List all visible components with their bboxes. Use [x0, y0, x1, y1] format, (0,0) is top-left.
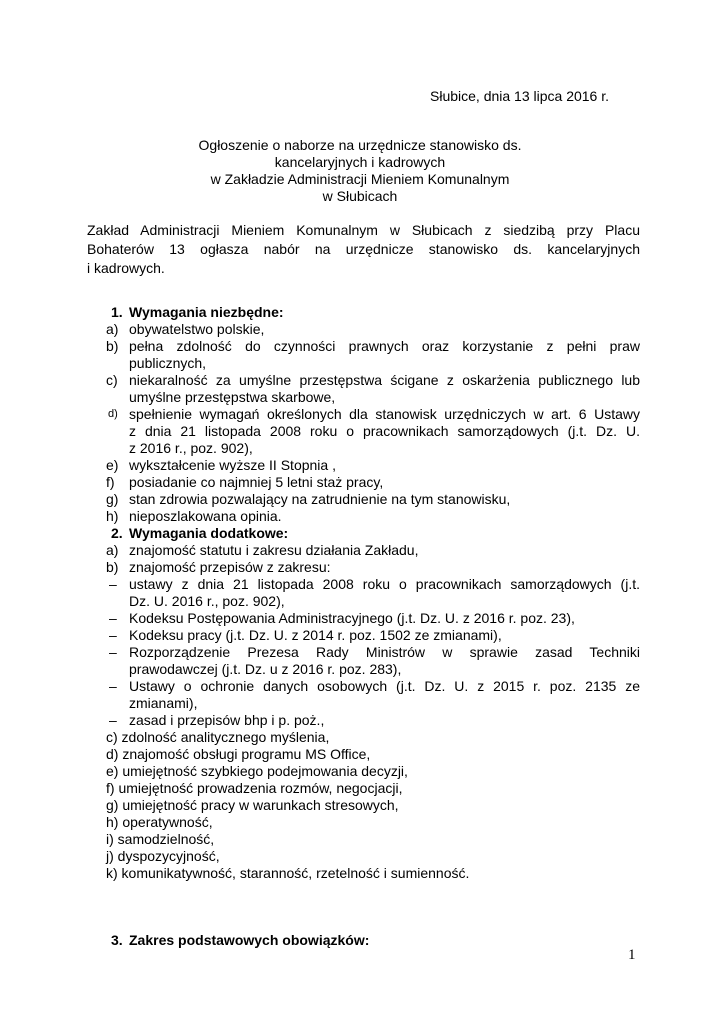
list-item: h) operatywność, [106, 814, 213, 830]
intro-paragraph [87, 221, 640, 278]
item-text: zasad i przepisów bhp i p. poż., [129, 712, 325, 728]
list-item: j) dyspozycyjność, [106, 848, 220, 864]
list-item [87, 457, 640, 474]
dash-item [87, 627, 640, 644]
dash-marker: – [109, 644, 117, 660]
item-text: wykształcenie wyższe II Stopnia , [129, 457, 336, 473]
dash-marker: – [109, 627, 117, 643]
item-label: b) [106, 559, 119, 575]
item-text: umyślne przestępstwa skarbowe, [129, 389, 336, 405]
item-text: prawodawczej (j.t. Dz. u z 2016 r. poz. 283), [129, 661, 402, 677]
document-title [150, 137, 570, 205]
section-heading-1 [87, 304, 640, 321]
section-title: Zakres podstawowych obowiązków: [129, 932, 370, 948]
list-item: c) zdolność analitycznego myślenia, [106, 729, 330, 745]
section-number: 2. [111, 525, 123, 541]
section-heading-3 [87, 932, 640, 949]
item-label: h) [106, 508, 119, 524]
list-item [87, 338, 640, 372]
list-item [87, 559, 640, 576]
item-label: b) [106, 338, 119, 354]
intro-line: Bohaterów 13 ogłasza nabór na urzędnicze stanowisko ds. kancelaryjnych [87, 241, 640, 257]
dash-item [87, 712, 640, 729]
list-item [87, 491, 640, 508]
title-line: w Zakładzie Administracji Mieniem Komunalnym [210, 171, 510, 187]
list-item: d) znajomość obsługi programu MS Office, [106, 746, 371, 762]
item-text: znajomość przepisów z zakresu: [129, 559, 331, 575]
intro-line: Zakład Administracji Mieniem Komunalnym w Słubicach z siedzibą przy Placu [87, 222, 640, 238]
item-text: ustawy z dnia 21 listopada 2008 roku o pracownikach samorządowych (j.t. [129, 576, 640, 592]
item-label: a) [106, 321, 119, 337]
item-text: znajomość statutu i zakresu działania Zakładu, [129, 542, 419, 558]
dash-item [87, 678, 640, 712]
list-item: f) umiejętność prowadzenia rozmów, negocjacji, [106, 780, 403, 796]
list-item: g) umiejętność pracy w warunkach stresowych, [106, 797, 399, 813]
title-line: w Słubicach [322, 188, 398, 204]
item-text: obywatelstwo polskie, [129, 321, 265, 337]
spacer [87, 882, 640, 932]
list-item [87, 406, 640, 457]
section-number: 3. [111, 932, 123, 948]
dash-item [87, 576, 640, 610]
item-text: nieposzlakowana opinia. [129, 508, 282, 524]
section-title: Wymagania niezbędne: [129, 304, 284, 320]
item-text: Kodeksu Postępowania Administracyjnego (j.t. Dz. U. z 2016 r. poz. 23), [129, 610, 575, 626]
item-text: z dnia 21 listopada 2008 roku o pracownikach samorządowych (j.t. Dz. U. [129, 423, 640, 439]
title-line: kancelaryjnych i kadrowych [274, 154, 446, 170]
item-text: niekaralność za umyślne przestępstwa ścigane z oskarżenia publicznego lub [129, 372, 640, 388]
item-text: posiadanie co najmniej 5 letni staż pracy, [129, 474, 384, 490]
requirements-list [87, 304, 640, 949]
dash-marker: – [109, 610, 117, 626]
section-title: Wymagania dodatkowe: [129, 525, 289, 541]
dash-marker: – [109, 678, 117, 694]
item-text: Kodeksu pracy (j.t. Dz. U. z 2014 r. poz. 1502 ze zmianami), [129, 627, 502, 643]
page-number: 1 [628, 947, 636, 963]
item-text: publicznych, [129, 355, 207, 371]
list-item: i) samodzielność, [106, 831, 215, 847]
dash-marker: – [109, 712, 117, 728]
list-item: k) komunikatywność, staranność, rzetelność i sumienność. [106, 865, 470, 881]
item-text: stan zdrowia pozwalający na zatrudnienie na tym stanowisku, [129, 491, 511, 507]
list-item [87, 542, 640, 559]
intro-line: i kadrowych. [87, 260, 165, 276]
item-text: zmianami), [129, 695, 198, 711]
dash-item [87, 644, 640, 678]
section-number: 1. [111, 304, 123, 320]
item-label: a) [106, 542, 119, 558]
list-item: e) umiejętność szybkiego podejmowania decyzji, [106, 763, 408, 779]
item-label: g) [106, 491, 119, 507]
list-item [87, 474, 640, 491]
item-label: c) [106, 372, 118, 388]
list-item [87, 508, 640, 525]
section-heading-2 [87, 525, 640, 542]
dash-item [87, 610, 640, 627]
item-text: pełna zdolność do czynności prawnych oraz korzystanie z pełni praw [129, 338, 640, 354]
list-item [87, 321, 640, 338]
item-label: f) [106, 474, 115, 490]
dash-marker: – [109, 576, 117, 592]
document-date: Słubice, dnia 13 lipca 2016 r. [430, 88, 610, 104]
item-label: d) [108, 408, 118, 420]
item-text: Ustawy o ochronie danych osobowych (j.t. Dz. U. z 2015 r. poz. 2135 ze [129, 678, 640, 694]
item-label: e) [106, 457, 119, 473]
title-line: Ogłoszenie o naborze na urzędnicze stanowisko ds. [198, 137, 522, 153]
item-text: Dz. U. 2016 r., poz. 902), [129, 593, 285, 609]
list-item [87, 372, 640, 406]
item-text: Rozporządzenie Prezesa Rady Ministrów w sprawie zasad Techniki [129, 644, 640, 660]
item-text: z 2016 r., poz. 902), [129, 440, 253, 456]
item-text: spełnienie wymagań określonych dla stanowisk urzędniczych w art. 6 Ustawy [129, 406, 640, 422]
